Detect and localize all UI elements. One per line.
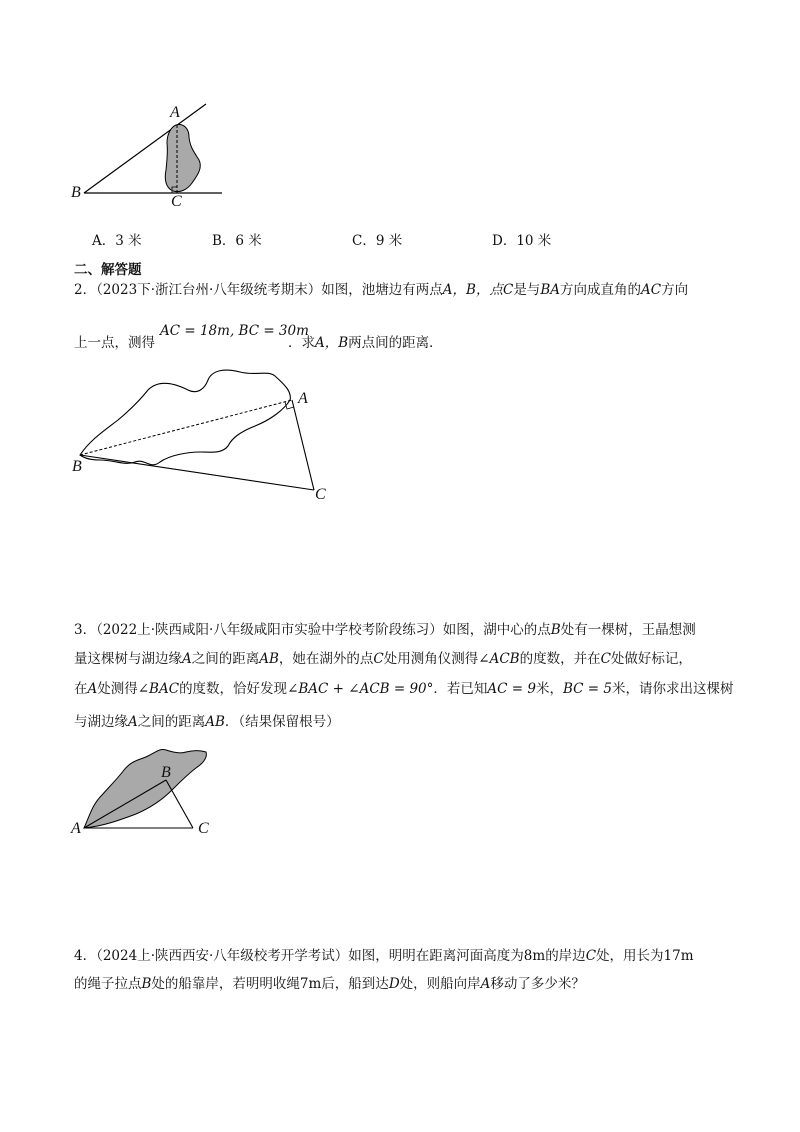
q3-number: 3．	[74, 622, 97, 638]
q3-equation: ∠BAC + ∠ACB = 90°	[287, 681, 434, 697]
figure-2-label-B: B	[72, 458, 82, 475]
q4-text-5: 处的船靠岸，若明明收绳	[151, 976, 300, 992]
q3-point-c-2: C	[600, 651, 611, 667]
q3-text-11: 的度数，恰好发现	[179, 681, 288, 697]
choice-b-letter: B．	[212, 233, 236, 249]
q2-text-5: 上一点，测得	[74, 335, 155, 351]
q2-source: （2023下·浙江台州·八年级统考期末）	[96, 282, 322, 298]
choice-d-value: 10 米	[516, 233, 552, 249]
q2-ba: BA	[540, 282, 560, 298]
q4-source: （2024上·陕西西安·八年级校考开学考试）	[96, 948, 349, 964]
figure-3-label-B: B	[161, 764, 171, 781]
q4-rope-length: 17m	[663, 948, 694, 964]
line-BC	[166, 780, 193, 828]
q4-text-6: 后，船到达	[321, 976, 389, 992]
q3-text-8: 处做好标记，	[610, 651, 692, 667]
q2-text-2: 是与	[513, 282, 541, 298]
q3-text-7: 的度数，并在	[519, 651, 601, 667]
q3-text-15: 与湖边缘	[74, 714, 128, 730]
choice-d-letter: D．	[492, 233, 517, 249]
q2-point-c: C	[502, 282, 514, 298]
q2-text-3: 方向成直角的	[559, 282, 641, 298]
figure-2-label-C: C	[315, 486, 326, 503]
q2-text: 如图，池塘边有两点	[321, 282, 443, 298]
q2-formula: AC = 18m, BC = 30m	[160, 323, 309, 339]
figure-1-label-C: C	[171, 193, 182, 210]
q4-height: 8m	[523, 948, 546, 964]
q4-text-8: 移动了多少米？	[490, 976, 585, 992]
q3-text-4: 之间的距离	[191, 651, 260, 667]
choice-b-value: 6 米	[235, 233, 262, 249]
q3-text-12: ．若已知	[433, 681, 488, 697]
q4-point-b: B	[141, 976, 152, 992]
q3-point-a-2: A	[87, 681, 98, 697]
choice-c-letter: C．	[352, 233, 376, 249]
q3-bc: BC = 5	[562, 681, 612, 697]
q3-point-a: A	[182, 651, 192, 667]
q2-ac: AC	[640, 282, 662, 298]
q4-line-1	[74, 947, 694, 965]
choice-c-value: 9 米	[375, 233, 403, 249]
q3-text-5: ，她在湖外的点	[278, 651, 374, 667]
lake-shape	[84, 749, 206, 828]
q3-text-16: 之间的距离	[137, 714, 206, 730]
q3-angle-bac: ∠BAC	[137, 681, 180, 697]
q4-point-c: C	[585, 948, 597, 964]
q2-text-4: 方向	[661, 282, 689, 298]
choice-a-value: 3 米	[115, 233, 142, 249]
figure-2-label-A: A	[298, 390, 308, 407]
q3-point-c: C	[373, 651, 384, 667]
q2-points: A，B，点	[442, 282, 503, 298]
q2-text-6: ．求	[288, 335, 315, 351]
q4-pull-length: 7m	[299, 976, 322, 992]
q3-angle-acb: ∠ACB	[478, 651, 520, 667]
q3-text-3: 量这棵树与湖边缘	[74, 651, 182, 667]
q2-ab: A，B	[315, 335, 349, 351]
q3-text-13: 米，	[535, 681, 563, 697]
q3-text-14: 米，请你求出这棵树	[611, 681, 734, 697]
figure-3-label-A: A	[71, 820, 81, 837]
q3-text-9: 在	[74, 681, 88, 697]
q4-text-4: 的绳子拉点	[74, 976, 142, 992]
figure-3-label-C: C	[198, 820, 209, 837]
section-title: 二、解答题	[74, 262, 142, 278]
q3-point-a-3: A	[128, 714, 138, 730]
q3-text-2: 处有一棵树，王晶想测	[560, 622, 696, 638]
q2-text-7: 两点间的距离．	[348, 335, 443, 351]
q3-source: （2022上·陕西咸阳·八年级咸阳市实验中学校考阶段练习）	[96, 622, 443, 638]
q4-point-a: A	[480, 976, 491, 992]
q4-point-d: D	[388, 976, 400, 992]
choice-a-letter: A．	[92, 233, 116, 249]
q3-text-10: 处测得	[97, 681, 138, 697]
q4-text-2: 的岸边	[545, 948, 586, 964]
q3-ac: AC = 9	[487, 681, 536, 697]
q3-text-17: ．（结果保留根号）	[224, 714, 340, 730]
q4-number: 4．	[74, 948, 97, 964]
q4-text-3: 处，用长为	[596, 948, 664, 964]
q3-point-b: B	[550, 622, 561, 638]
figure-1-label-A: A	[170, 104, 180, 121]
q4-line-2	[74, 975, 585, 993]
q2-number: 2．	[74, 282, 97, 298]
q3-ab-2: AB	[205, 714, 225, 730]
q4-text-7: 处，则船向岸	[399, 976, 481, 992]
q3-ab: AB	[259, 651, 279, 667]
q3-text-6: 处用测角仪测得	[383, 651, 479, 667]
q4-text-1: 如图，明明在距离河面高度为	[348, 948, 524, 964]
figure-1-label-B: B	[71, 184, 81, 201]
q3-text-1: 如图，湖中心的点	[442, 622, 551, 638]
